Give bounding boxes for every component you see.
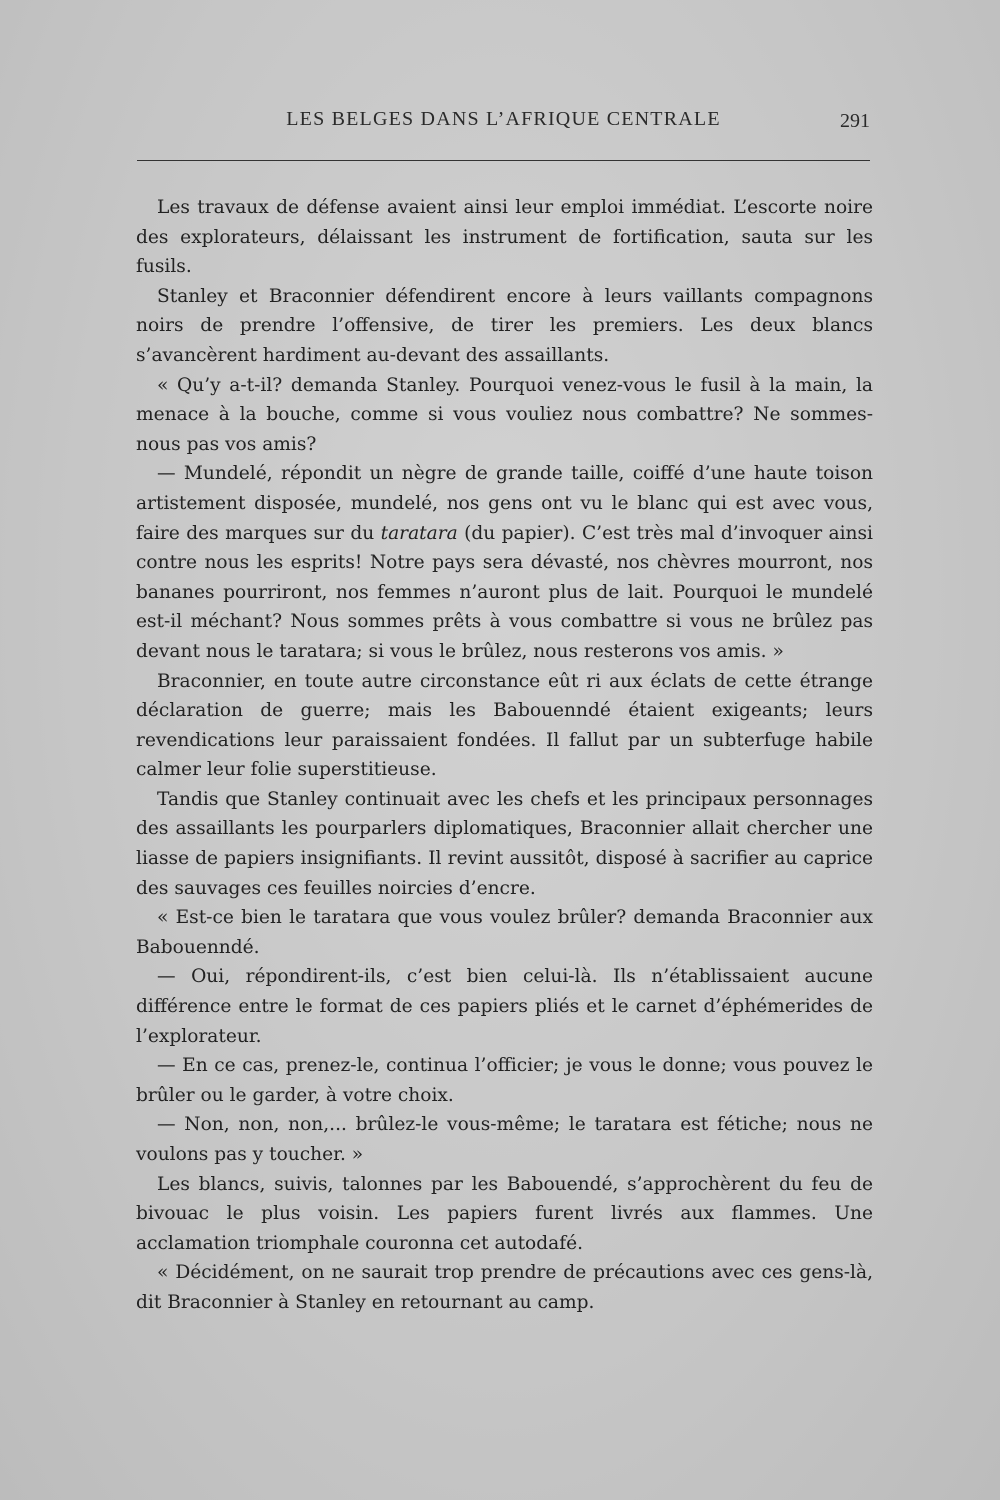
italic-word: taratara (380, 522, 458, 544)
paragraph (136, 459, 873, 666)
paragraph: — Non, non, non,... brûlez-le vous-même; le taratara est fétiche; nous ne voulons pas y toucher. » (136, 1114, 873, 1165)
paragraph: « Décidément, on ne saurait trop prendre de précautions avec ces gens-là, dit Braconnier à Stanley en retournant au camp. (136, 1262, 873, 1313)
paragraph-text: (du papier). C’est très mal d’invoquer ainsi contre nous les esprits! Notre pays sera dévasté, nos chèvres mourront, nos bananes pourriront, nos femmes n’auront plus de lait. Pourquoi le mundelé est-il méchant? Nous sommes prêts à vous combattre si vous ne brûlez pas devant nous le taratara; si vous le brûlez, nous resterons vos amis. » (136, 522, 874, 662)
paragraph: « Qu’y a-t-il? demanda Stanley. Pourquoi venez-vous le fusil à la main, la menace à la bouche, comme si vous vouliez nous combattre? Ne sommes-nous pas vos amis? (136, 374, 873, 455)
running-head (137, 108, 870, 138)
paragraph: Les blancs, suivis, talonnes par les Babouendé, s’approchèrent du feu de bivouac le plus voisin. Les papiers furent livrés aux flammes. Une acclamation triomphale couronna cet autodafé. (136, 1173, 873, 1254)
page-number: 291 (840, 110, 870, 132)
paragraph: Les travaux de défense avaient ainsi leur emploi immédiat. L’escorte noire des explorateurs, délaissant les instrument de fortification, sauta sur les fusils. (136, 197, 873, 278)
body-text (136, 193, 873, 1318)
paragraph: Braconnier, en toute autre circonstance eût ri aux éclats de cette étrange déclaration de guerre; mais les Babouenndé étaient exigeants; leurs revendications leur paraissaient fondées. Il fallut par un subterfuge habile calmer leur folie superstitieuse. (136, 670, 873, 781)
paragraph: Tandis que Stanley continuait avec les chefs et les principaux personnages des assaillants les pourparlers diplomatiques, Braconnier allait chercher une liasse de papiers insignifiants. Il revint aussitôt, disposé à sacrifier au caprice des sauvages ces feuilles noircies d’encre. (136, 788, 873, 899)
paragraph: « Est-ce bien le taratara que vous voulez brûler? demanda Braconnier aux Babouenndé. (136, 907, 873, 958)
paragraph: Stanley et Braconnier défendirent encore à leurs vaillants compagnons noirs de prendre l’offensive, de tirer les premiers. Les deux blancs s’avancèrent hardiment au-devant des assaillants. (136, 285, 873, 366)
paragraph: — En ce cas, prenez-le, continua l’officier; je vous le donne; vous pouvez le brûler ou le garder, à votre choix. (136, 1055, 873, 1106)
running-title: LES BELGES DANS L’AFRIQUE CENTRALE (286, 108, 721, 130)
paragraph-text: — Mundelé, répondit un nègre de grande taille, coiffé d’une haute toison artistement disposée, mundelé, nos gens ont vu le blanc qui est avec vous, faire des marques sur du (136, 463, 873, 544)
paragraph: — Oui, répondirent-ils, c’est bien celui-là. Ils n’établissaient aucune différence entre le format de ces papiers pliés et le carnet d’éphémerides de l’explorateur. (136, 966, 873, 1047)
header-rule (137, 160, 870, 161)
